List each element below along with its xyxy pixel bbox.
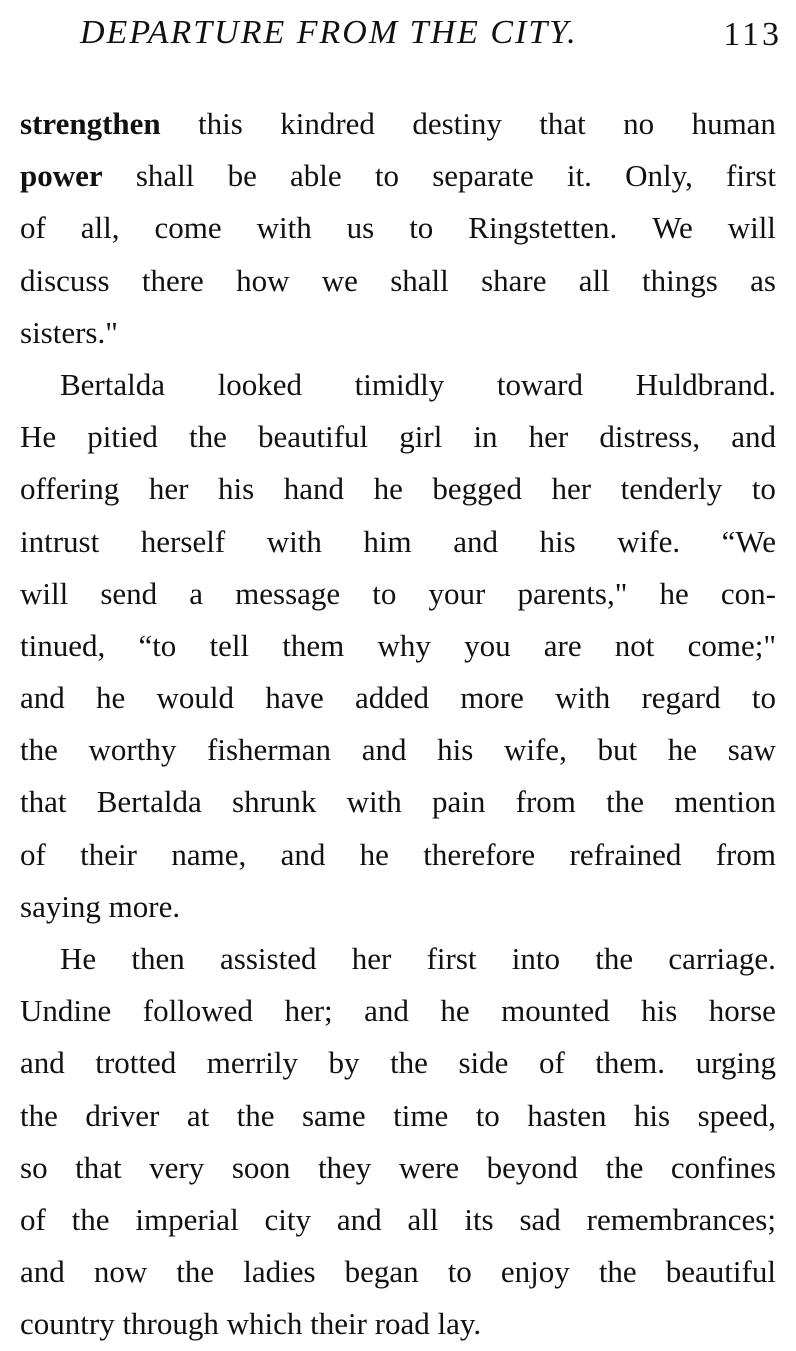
text-line: He pitied the beautiful girl in her distress, and [20, 419, 776, 455]
text-line: He then assisted her first into the carriage. [60, 941, 776, 976]
text-line: and he would have added more with regard to [20, 680, 776, 716]
text-line: sisters." [20, 314, 118, 350]
text-line: power shall be able to separate it. Only, first [20, 158, 776, 194]
text-line: of the imperial city and all its sad remembrances; [20, 1201, 776, 1237]
text-line: the worthy fisherman and his wife, but he saw [20, 732, 776, 768]
text-line: country through which their road lay. [20, 1306, 482, 1342]
running-title: DEPARTURE FROM THE CITY. [80, 14, 578, 51]
body-text [20, 98, 776, 1351]
text-line: offering her his hand he begged her tenderly to [20, 471, 776, 507]
text-line: will send a message to your parents," he con- [20, 575, 776, 611]
page-number: 113 [723, 16, 782, 53]
text-line: tinued, “to tell them why you are not come;" [20, 627, 776, 663]
text-line: the driver at the same time to hasten his speed, [20, 1097, 776, 1133]
text-line: discuss there how we shall share all things as [20, 262, 776, 298]
text-line: Bertalda looked timidly toward Huldbrand. [60, 366, 776, 402]
running-header [0, 14, 796, 62]
text-line: and trotted merrily by the side of them. urging [20, 1045, 776, 1081]
text-line: so that very soon they were beyond the confines [20, 1149, 776, 1185]
text-line: of all, come with us to Ringstetten. We will [20, 210, 776, 246]
text-line: and now the ladies began to enjoy the beautiful [20, 1254, 776, 1290]
text-line: intrust herself with him and his wife. “We [20, 523, 776, 559]
text-line: of their name, and he therefore refrained from [20, 836, 776, 872]
text-line: Undine followed her; and he mounted his horse [20, 993, 776, 1029]
text-line: that Bertalda shrunk with pain from the mention [20, 784, 776, 820]
text-line: strengthen this kindred destiny that no human [20, 106, 776, 141]
text-line: saying more. [20, 888, 181, 924]
